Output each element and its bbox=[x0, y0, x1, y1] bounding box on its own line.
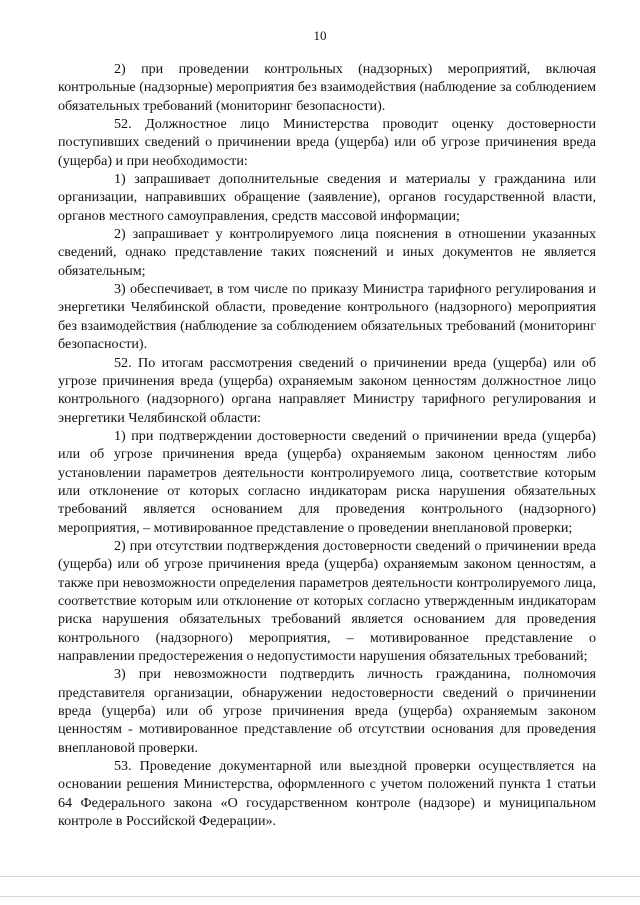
paragraph-item-2-request-explanations: 2) запрашивает у контролируемого лица пояснения в отношении указанных сведений, однако представление таких пояснений и иных документов не является обязательным; bbox=[58, 226, 596, 279]
paragraph-item-1-confirmation: 1) при подтверждении достоверности сведений о причинении вреда (ущерба) или об угрозе причинения вреда (ущерба) охраняемым законом ценностям либо установлении параметров деятельности контролируемого лица, соответствие которым или отклонение от которых согласно индикаторам риска нарушения обязательных требований является основанием для проведения контрольного (надзорного) мероприятия, – мотивированное представление о проведении внеплановой проверки; bbox=[58, 427, 596, 536]
scan-edge-line bbox=[0, 896, 640, 897]
paragraph-item-1-request-materials: 1) запрашивает дополнительные сведения и материалы у гражданина или организации, направивших обращение (заявление), органов государственной власти, органов местного самоуправления, средств массовой информации; bbox=[58, 171, 596, 224]
paragraph-item-3-ensures-inspection: 3) обеспечивает, в том числе по приказу Министра тарифного регулирования и энергетики Челябинской области, проведение контрольного (надзорного) мероприятия без взаимодействия (наблюдение за соблюдением обязательных требований (мониторинг безопасности). bbox=[58, 281, 596, 353]
page-number: 10 bbox=[313, 28, 327, 43]
paragraph-item-3-identity-unverified: 3) при невозможности подтвердить личность гражданина, полномочия представителя организации, обнаружении недостоверности сведений о причинении вреда (ущерба) или об угрозе причинения вреда (ущерба) охраняемым законом ценностям - мотивированное представление об отсутствии основания для проведения внеплановой проверки. bbox=[58, 666, 596, 756]
scan-edge-line bbox=[0, 876, 640, 877]
paragraph-item-2-no-confirmation: 2) при отсутствии подтверждения достоверности сведений о причинении вреда (ущерба) или об угрозе причинения вреда (ущерба) охраняемым законом ценностям, а также при невозможности определения параметров деятельности контролируемого лица, соответствие которым или отклонение от которых согласно утвержденным индикаторам риска нарушения обязательных требований является основанием для проведения контрольного (надзорного) мероприятия, – мотивированное представление о направлении предостережения о недопустимости нарушения обязательных требований; bbox=[58, 537, 596, 664]
paragraph-53-inspection-basis: 53. Проведение документарной или выездной проверки осуществляется на основании решения Министерства, оформленного с учетом положений пункта 1 статьи 64 Федерального закона «О государственном контроле (надзоре) и муниципальном контроле в Российской Федерации». bbox=[58, 758, 596, 830]
paragraph-52-results: 52. По итогам рассмотрения сведений о причинении вреда (ущерба) или об угрозе причинения вреда (ущерба) охраняемым законом ценностям должностное лицо контрольного (надзорного) органа направляет Министру тарифного регулирования и энергетики Челябинской области: bbox=[58, 354, 596, 426]
paragraph-52-assessment: 52. Должностное лицо Министерства проводит оценку достоверности поступивших сведений о причинении вреда (ущерба) или об угрозе причинения вреда (ущерба) и при необходимости: bbox=[58, 116, 596, 169]
document-body bbox=[58, 60, 596, 830]
paragraph-item-2-monitoring: 2) при проведении контрольных (надзорных) мероприятий, включая контрольные (надзорные) мероприятия без взаимодействия (наблюдение за соблюдением обязательных требований (мониторинг безопасности). bbox=[58, 61, 596, 114]
